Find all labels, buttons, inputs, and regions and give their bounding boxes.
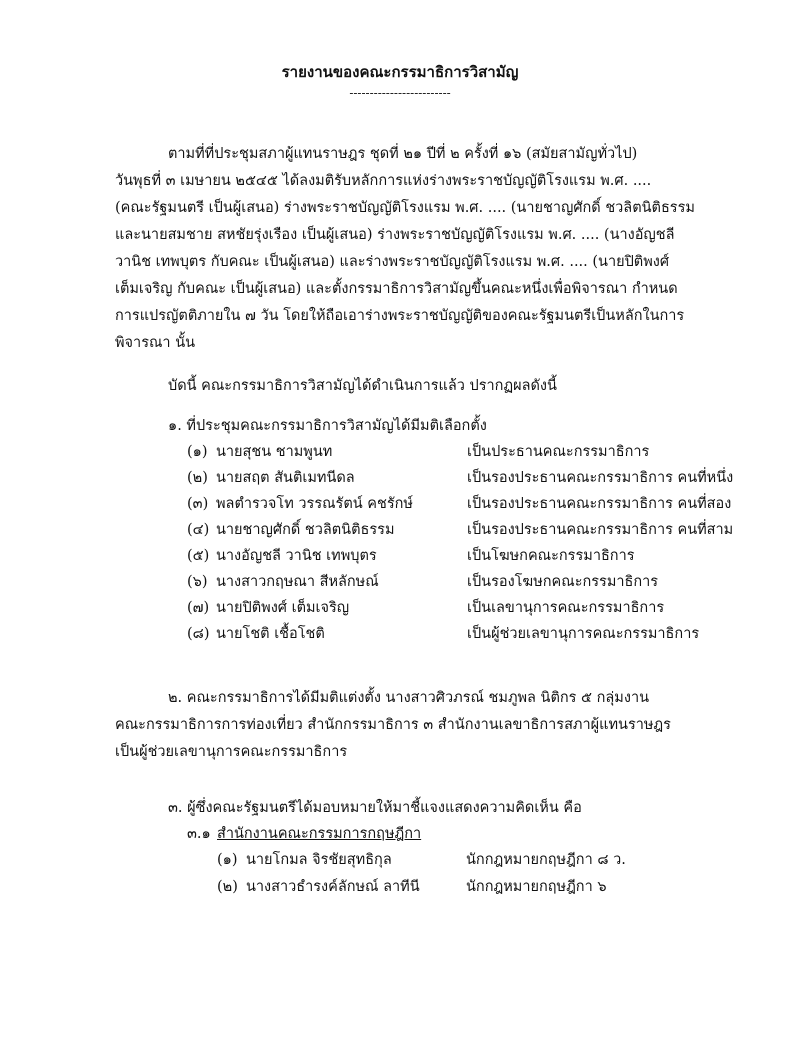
member-number: (๘): [187, 626, 210, 642]
representative-row: [217, 875, 677, 902]
member-row: [187, 622, 707, 649]
representative-position: นักกฎหมายกฤษฎีกา ๘ ว.: [466, 852, 626, 868]
intro-line: และนายสมชาย สหชัยรุ่งเรือง เป็นผู้เสนอ) ร่างพระราชบัญญัติโรงแรม พ.ศ. .... (นางอัญชลี: [115, 227, 675, 243]
member-number: (๔): [187, 522, 210, 538]
document-title: รายงานของคณะกรรมาธิการวิสามัญ: [281, 63, 519, 81]
member-row: [187, 492, 732, 519]
intro-line: วานิช เทพบุตร กับคณะ เป็นผู้เสนอ) และร่างพระราชบัญญัติโรงแรม พ.ศ. .... (นายปิติพงศ์: [115, 254, 670, 270]
section2-line: คณะกรรมาธิการการท่องเที่ยว สำนักกรรมาธิการ ๓ สำนักงานเลขาธิการสภาผู้แทนราษฎร: [115, 717, 671, 733]
results-intro: บัดนี้ คณะกรรมาธิการวิสามัญได้ดำเนินการแล้ว ปรากฏผลดังนี้: [168, 378, 557, 394]
section3-heading: ๓. ผู้ซึ่งคณะรัฐมนตรีได้มอบหมายให้มาชี้แจงแสดงความคิดเห็น คือ: [168, 800, 582, 816]
member-role: เป็นเลขานุการคณะกรรมาธิการ: [467, 600, 665, 616]
member-row: [187, 440, 707, 467]
representative-number: (๑): [217, 852, 238, 868]
member-name: นายสุชน ชามพูนท: [216, 444, 333, 460]
member-number: (๒): [187, 470, 208, 486]
section3-sub-number: ๓.๑: [187, 826, 211, 842]
member-number: (๓): [187, 496, 209, 512]
intro-line: พิจารณา นั้น: [115, 335, 196, 351]
member-role: เป็นประธานคณะกรรมาธิการ: [467, 444, 650, 460]
member-role: เป็นโฆษกคณะกรรมาธิการ: [467, 548, 635, 564]
member-row: [187, 466, 734, 493]
representative-position: นักกฎหมายกฤษฎีกา ๖: [466, 879, 607, 895]
title-divider: -------------------------: [349, 86, 451, 100]
representative-number: (๒): [217, 879, 238, 895]
representative-row: [217, 848, 677, 875]
member-name: นายชาญศักดิ์ ชวลิตนิติธรรม: [216, 522, 395, 538]
intro-line: การแปรญัตติภายใน ๗ วัน โดยให้ถือเอาร่างพระราชบัญญัติของคณะรัฐมนตรีเป็นหลักในการ: [115, 308, 685, 324]
member-role: เป็นรองประธานคณะกรรมาธิการ คนที่หนึ่ง: [467, 470, 734, 486]
member-row: [187, 544, 707, 571]
member-name: นางอัญชลี วานิช เทพบุตร: [216, 548, 377, 564]
section3-sub-heading: สำนักงานคณะกรรมการกฤษฎีกา: [217, 826, 422, 842]
member-number: (๕): [187, 548, 210, 564]
member-role: เป็นรองโฆษกคณะกรรมาธิการ: [467, 574, 659, 590]
intro-line: ตามที่ที่ประชุมสภาผู้แทนราษฎร ชุดที่ ๒๑ ปีที่ ๒ ครั้งที่ ๑๖ (สมัยสามัญทั่วไป): [168, 146, 638, 162]
representative-name: นายโกมล จิรชัยสุทธิกุล: [246, 852, 392, 868]
intro-line: วันพุธที่ ๓ เมษายน ๒๕๔๕ ได้ลงมติรับหลักการแห่งร่างพระราชบัญญัติโรงแรม พ.ศ. ....: [115, 173, 652, 189]
intro-line: เต็มเจริญ กับคณะ เป็นผู้เสนอ) และตั้งกรรมาธิการวิสามัญขึ้นคณะหนึ่งเพื่อพิจารณา กำหนด: [115, 281, 678, 297]
member-name: นายสฤต สันติเมทนีดล: [216, 470, 355, 486]
member-role: เป็นรองประธานคณะกรรมาธิการ คนที่สาม: [467, 522, 734, 538]
section1-heading: ๑. ที่ประชุมคณะกรรมาธิการวิสามัญได้มีมติเลือกตั้ง: [168, 418, 487, 434]
member-name: นายโชติ เชื้อโชติ: [216, 626, 325, 642]
member-row: [187, 596, 707, 623]
representative-name: นางสาวธำรงค์ลักษณ์ ลาทีนี: [246, 879, 420, 895]
member-number: (๑): [187, 444, 208, 460]
member-number: (๖): [187, 574, 208, 590]
member-number: (๗): [187, 600, 210, 616]
section2-line: ๒. คณะกรรมาธิการได้มีมติแต่งตั้ง นางสาวศิวภรณ์ ชมภูพล นิติกร ๕ กลุ่มงาน: [168, 690, 649, 706]
intro-line: (คณะรัฐมนตรี เป็นผู้เสนอ) ร่างพระราชบัญญัติโรงแรม พ.ศ. .... (นายชาญศักดิ์ ชวลิตนิติธรรม: [115, 200, 695, 216]
member-name: นางสาวกฤษณา สีหลักษณ์: [216, 574, 379, 590]
member-name: นายปิติพงศ์ เต็มเจริญ: [216, 600, 350, 616]
member-role: เป็นรองประธานคณะกรรมาธิการ คนที่สอง: [467, 496, 732, 512]
member-row: [187, 518, 734, 545]
section2-line: เป็นผู้ช่วยเลขานุการคณะกรรมาธิการ: [115, 744, 348, 760]
member-row: [187, 570, 707, 597]
member-name: พลตำรวจโท วรรณรัตน์ คชรักษ์: [216, 496, 413, 512]
member-role: เป็นผู้ช่วยเลขานุการคณะกรรมาธิการ: [467, 626, 700, 642]
